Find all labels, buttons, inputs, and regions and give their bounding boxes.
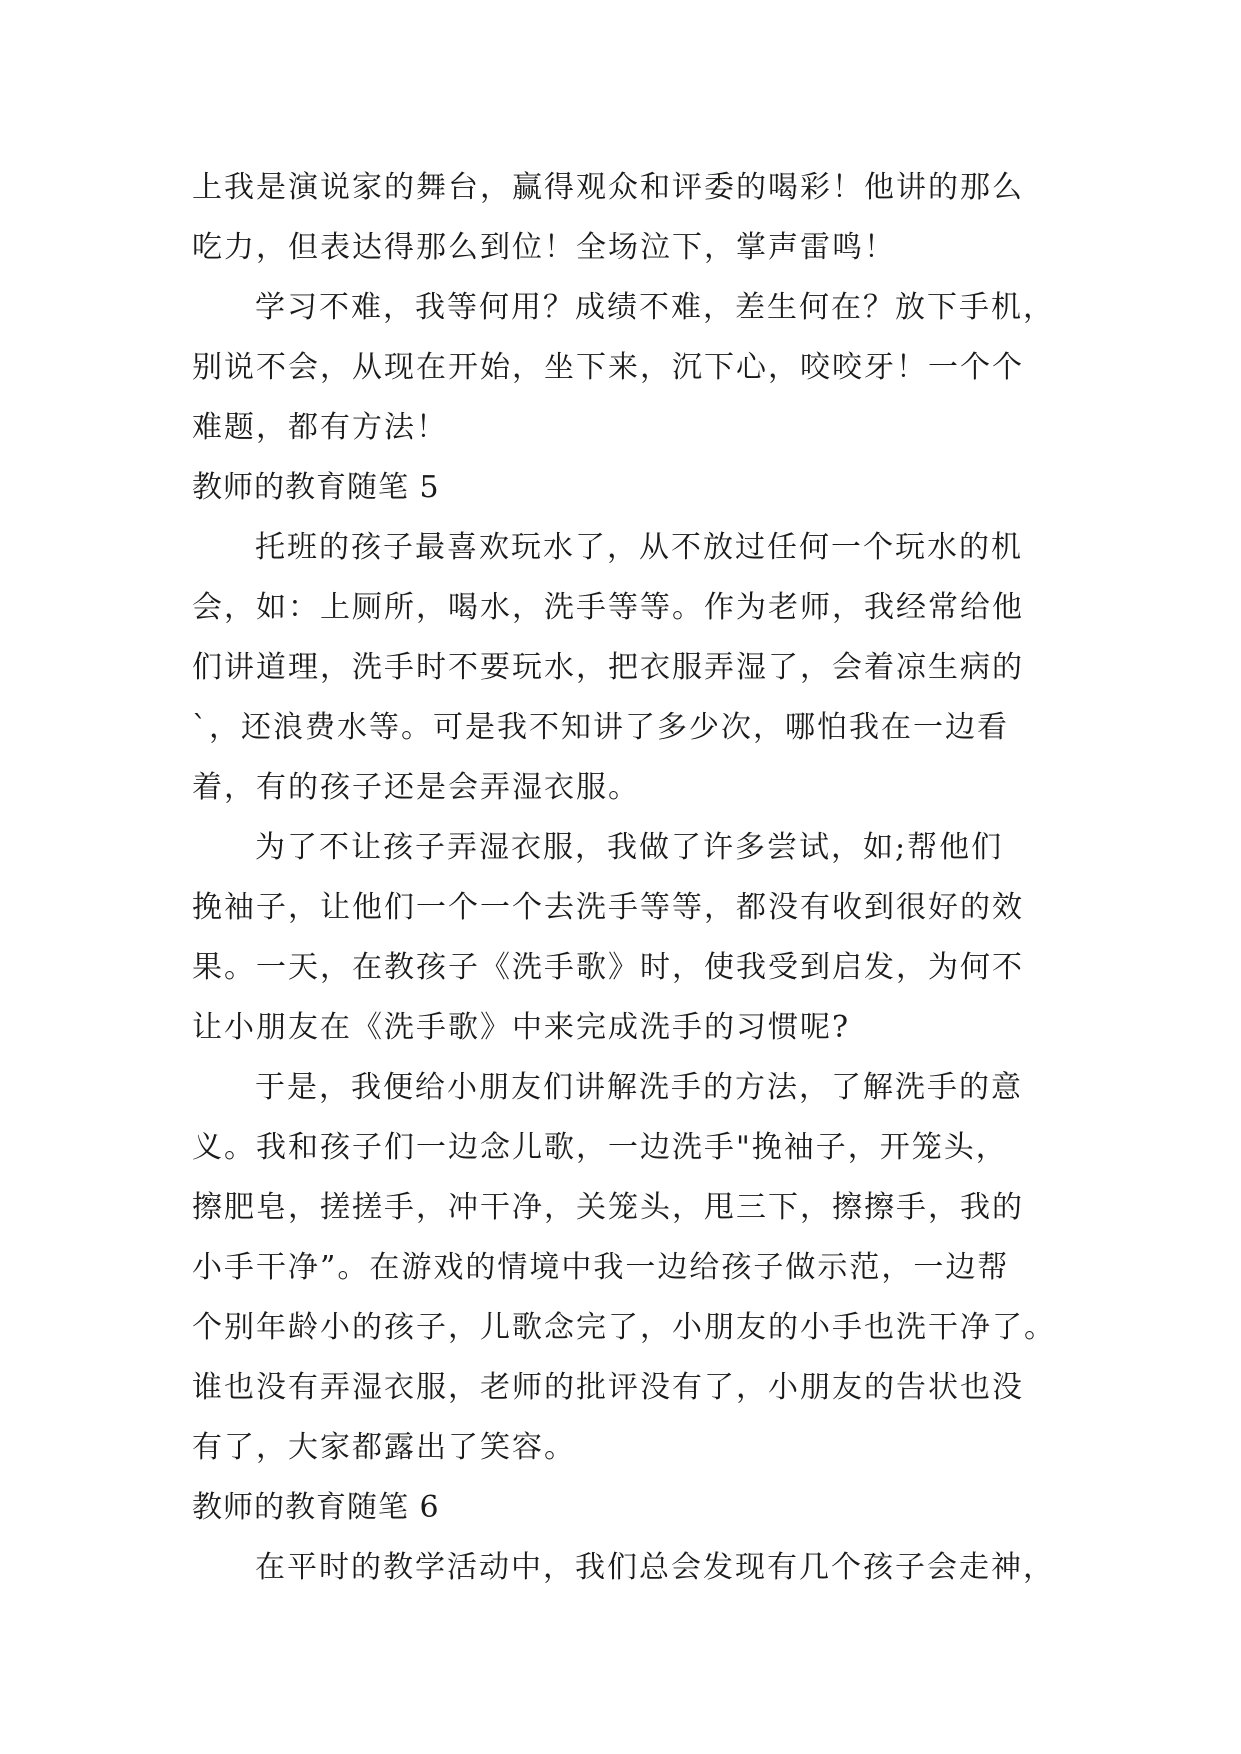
paragraph-line: 小手干净”。在游戏的情境中我一边给孩子做示范，一边帮	[192, 1250, 1010, 1285]
paragraph-line: 果。一天，在教孩子《洗手歌》时，使我受到启发，为何不	[192, 950, 1024, 985]
document-body	[192, 158, 1056, 1598]
paragraph-line: 在平时的教学活动中，我们总会发现有几个孩子会走神，	[255, 1550, 1055, 1585]
paragraph-line: 托班的孩子最喜欢玩水了，从不放过任何一个玩水的机	[255, 530, 1023, 565]
paragraph-line: 上我是演说家的舞台，赢得观众和评委的喝彩！他讲的那么	[192, 170, 1024, 205]
paragraph-line: 谁也没有弄湿衣服，老师的批评没有了，小朋友的告状也没	[192, 1370, 1024, 1405]
paragraph-line: 们讲道理，洗手时不要玩水，把衣服弄湿了，会着凉生病的	[192, 650, 1024, 685]
paragraph-line: 为了不让孩子弄湿衣服，我做了许多尝试，如;帮他们	[255, 830, 1004, 865]
paragraph-line: 个别年龄小的孩子，儿歌念完了，小朋友的小手也洗干净了。	[192, 1310, 1056, 1345]
paragraph-line: 难题，都有方法！	[192, 410, 448, 445]
section-heading: 教师的教育随笔 6	[192, 1490, 440, 1525]
paragraph-line: 别说不会，从现在开始，坐下来，沉下心，咬咬牙！一个个	[192, 350, 1024, 385]
paragraph-line: `，还浪费水等。可是我不知讲了多少次，哪怕我在一边看	[192, 710, 1009, 745]
paragraph-line: 学习不难，我等何用？成绩不难，差生何在？放下手机，	[255, 290, 1055, 325]
section-heading: 教师的教育随笔 5	[192, 470, 440, 505]
paragraph-line: 会，如：上厕所，喝水，洗手等等。作为老师，我经常给他	[192, 590, 1024, 625]
paragraph-line: 于是，我便给小朋友们讲解洗手的方法，了解洗手的意	[255, 1070, 1023, 1105]
paragraph-line: 义。我和孩子们一边念儿歌，一边洗手"挽袖子，开笼头，	[192, 1130, 1008, 1165]
paragraph-line: 挽袖子，让他们一个一个去洗手等等，都没有收到很好的效	[192, 890, 1024, 925]
paragraph-line: 擦肥皂，搓搓手，冲干净，关笼头，甩三下，擦擦手，我的	[192, 1190, 1024, 1225]
paragraph-line: 吃力，但表达得那么到位！全场泣下，掌声雷鸣！	[192, 230, 896, 265]
paragraph-line: 有了，大家都露出了笑容。	[192, 1430, 576, 1465]
paragraph-line: 着，有的孩子还是会弄湿衣服。	[192, 770, 640, 805]
paragraph-line: 让小朋友在《洗手歌》中来完成洗手的习惯呢?	[192, 1010, 851, 1045]
